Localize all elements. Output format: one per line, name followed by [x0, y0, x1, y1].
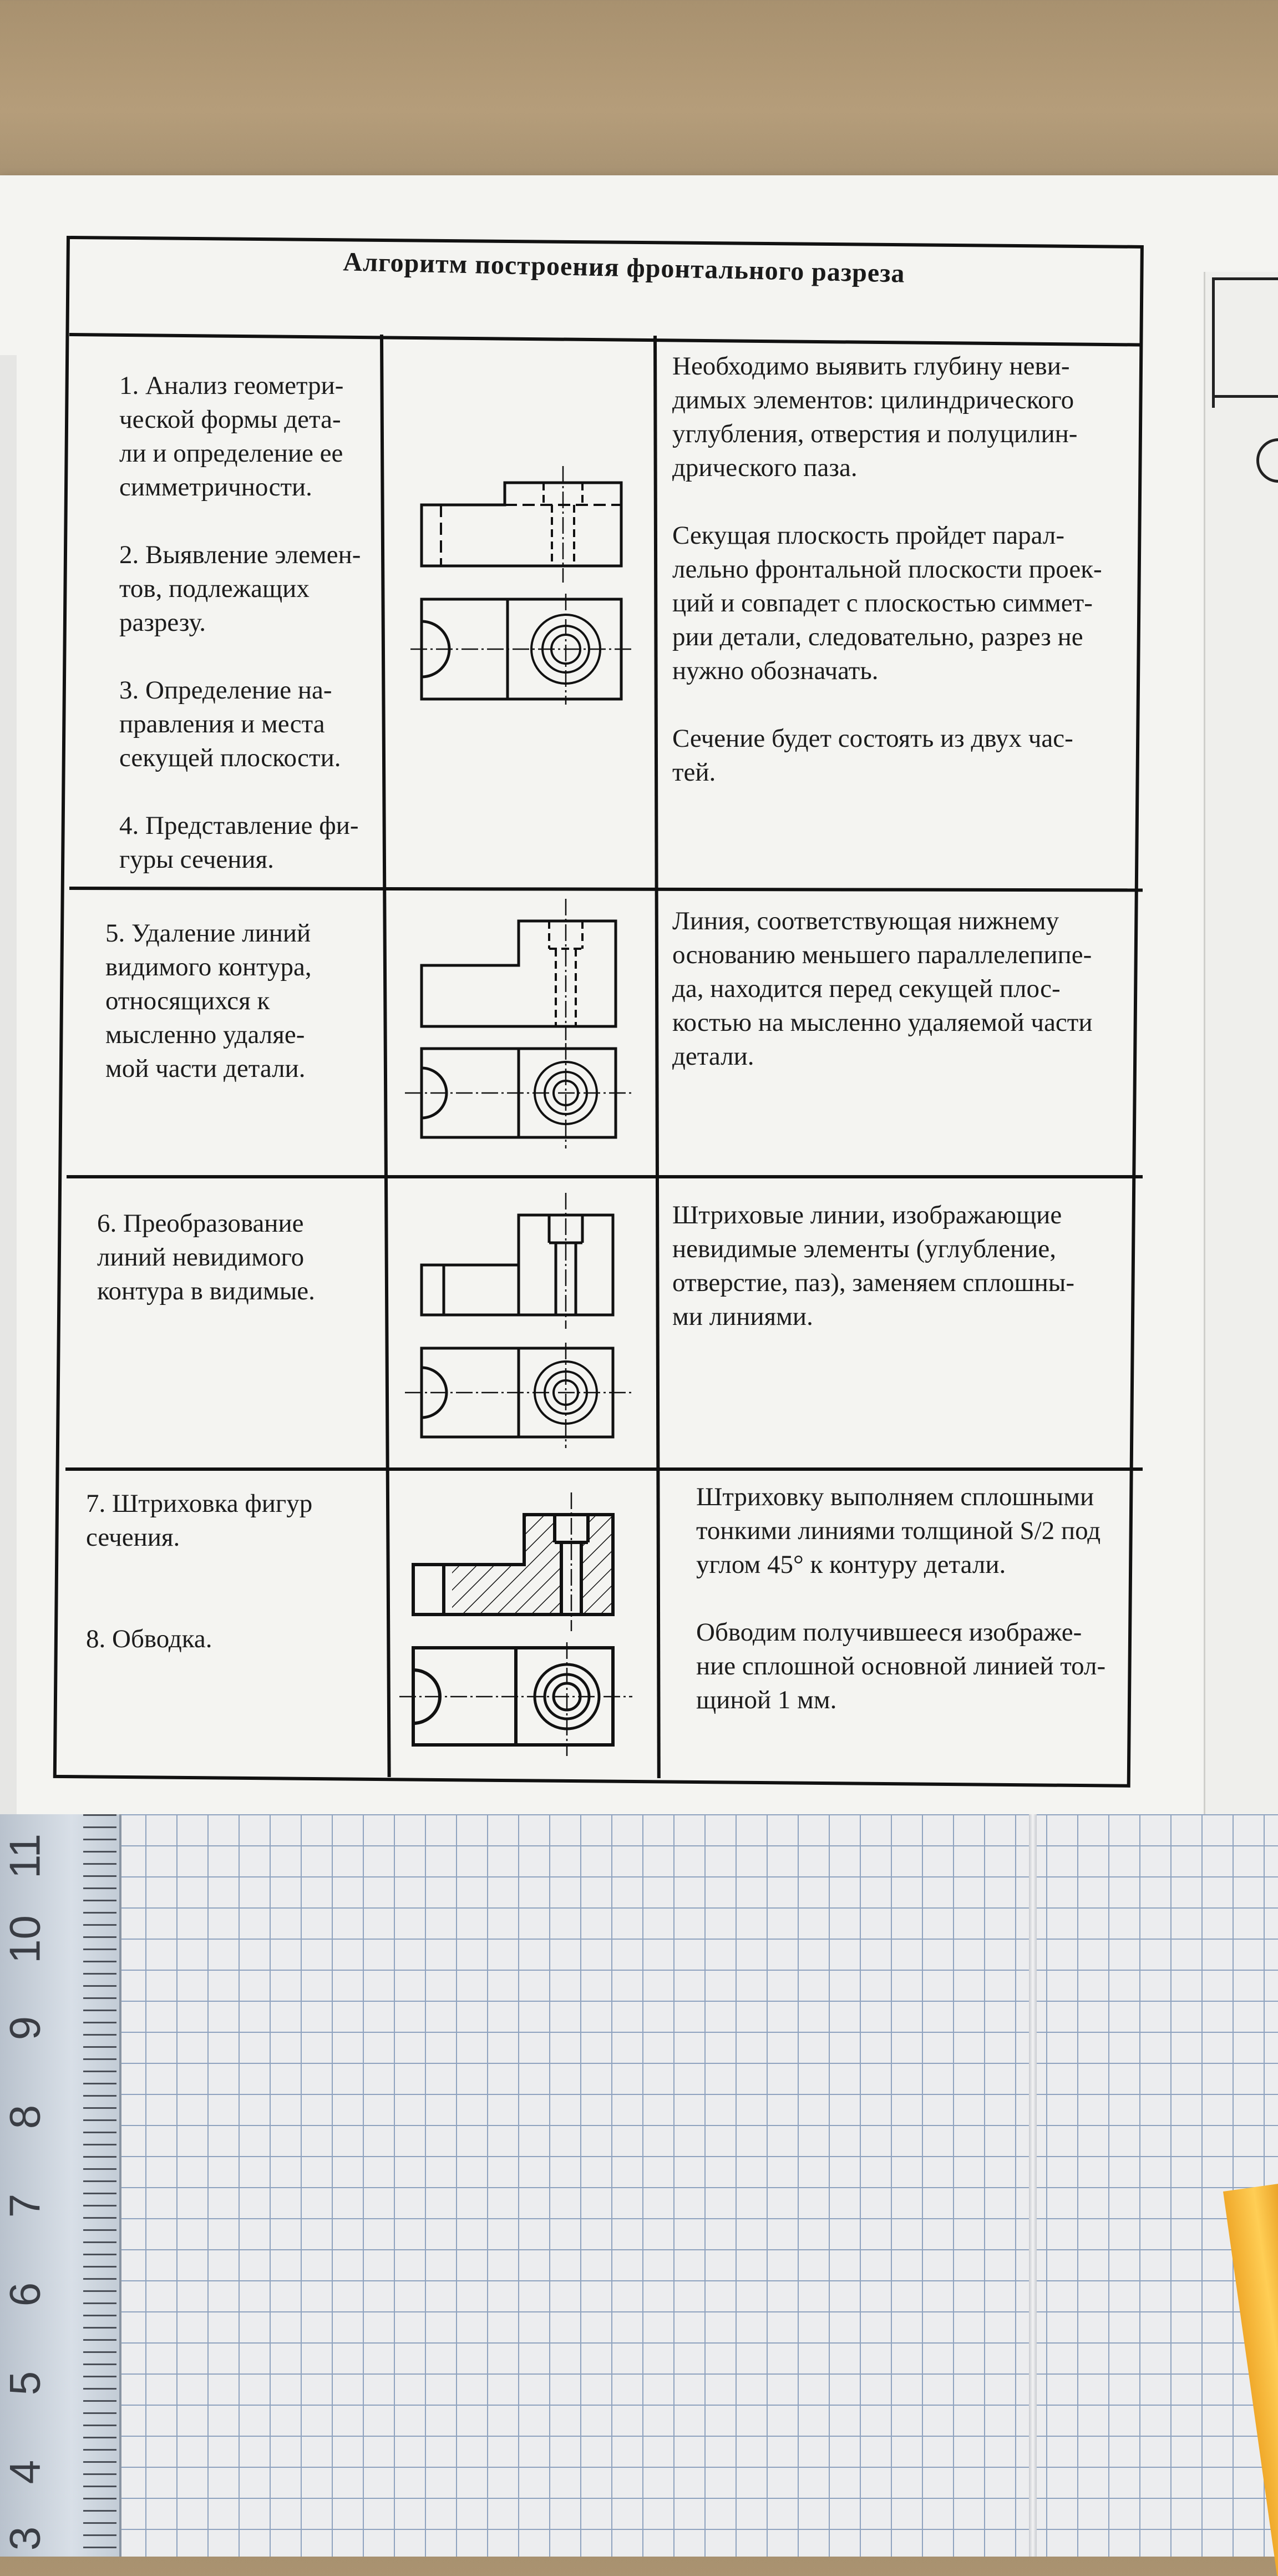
ruler-ticks	[83, 1814, 116, 2557]
ruler-number: 5	[0, 2371, 49, 2396]
ruler-number: 4	[0, 2459, 49, 2484]
row3-drawing	[399, 1182, 632, 1462]
adjacent-page-frame	[1212, 277, 1278, 408]
row3-steps: 6. Преобразование линий невидимого контура в видимые.	[97, 1209, 315, 1305]
row2-steps: 5. Удаление линий видимого контура, относящихся к мысленно удаляе- мой части детали.	[105, 919, 312, 1083]
row-divider-2	[67, 1175, 1143, 1178]
row4-drawing	[405, 1481, 638, 1773]
adjacent-page	[1204, 272, 1278, 1820]
ruler-number: 6	[0, 2282, 49, 2307]
ruler-number: 11	[0, 1834, 49, 1879]
row1-steps: 1. Анализ геометри- ческой формы дета- ли и определение ее симметричности. 2. Выявление элемен- тов, подлежащих разрезу. 3. Определение на- правления и места секущей плоскости. 4. Представление фи- гуры сечения.	[119, 371, 361, 874]
row1-description: Необходимо выявить глубину неви- димых элементов: цилиндрического углубления, отверстия и полуцилин- дрического паза. Секущая плоскость пройдет парал- лельно фронтальной плоскости проек- ций и совпадет с плоскостью симмет- рии детали, следовательно, разрез не нужно обозначать. Сечение будет состоять из двух час- тей.	[672, 352, 1102, 787]
under-page-edge	[0, 355, 17, 1820]
grid-notebook	[83, 1814, 1278, 2557]
ruler-number: 10	[0, 1915, 49, 1963]
ruler-number: 9	[0, 2016, 49, 2041]
page-title: Алгоритм построения фронтального разреза	[342, 247, 906, 289]
adjacent-page-rule	[1212, 395, 1278, 398]
row2-description: Линия, соответствующая нижнему основанию меньшего параллелепипе- да, находится перед секущей плос- костью на мысленно удаляемой части детали.	[672, 907, 1093, 1071]
notebook-fold	[1029, 1814, 1037, 2557]
row2-drawing	[399, 888, 632, 1168]
row-divider-3	[65, 1467, 1143, 1471]
row4-steps: 7. Штриховка фигур сечения. 8. Обводка.	[86, 1489, 313, 1653]
row3-description: Штриховые линии, изображающие невидимые элементы (углубление, отверстие, паз), заменяем сплошны- ми линиями.	[672, 1201, 1075, 1331]
row1-drawing	[410, 460, 632, 713]
row4-description: Штриховку выполняем сплошными тонкими линиями толщиной S/2 под углом 45° к контуру детали. Обводим получившееся изображе- ние сплошной основной линией тол- щиной 1 мм.	[696, 1482, 1106, 1714]
ruler-number: 3	[0, 2526, 49, 2551]
ruler-number: 7	[0, 2193, 49, 2218]
ruler-number: 8	[0, 2104, 49, 2129]
